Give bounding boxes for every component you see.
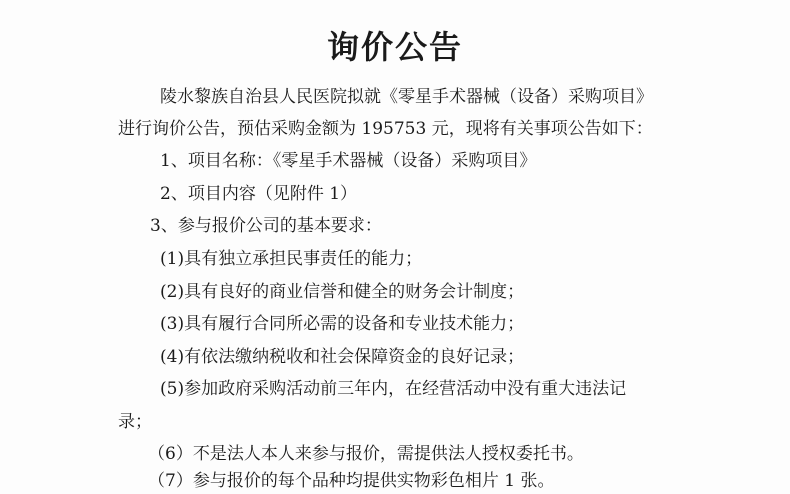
item-project-content: 2、项目内容（见附件 1） bbox=[160, 184, 358, 204]
page-title: 询价公告 bbox=[326, 28, 463, 66]
requirement-5-line-2: 录； bbox=[118, 412, 152, 432]
item-project-name: 1、项目名称：《零星手术器械（设备）采购项目》 bbox=[160, 151, 537, 171]
requirement-5-line-1: (5)参加政府采购活动前三年内，在经营活动中没有重大违法记 bbox=[160, 379, 627, 399]
requirement-1: (1)具有独立承担民事责任的能力； bbox=[160, 249, 423, 269]
intro-line-1: 陵水黎族自治县人民医院拟就《零星手术器械（设备）采购项目》 bbox=[160, 87, 653, 107]
requirement-3: (3)具有履行合同所必需的设备和专业技术能力； bbox=[160, 314, 525, 334]
requirement-7: （7）参与报价的每个品种均提供实物彩色相片 1 张。 bbox=[148, 471, 555, 491]
requirement-6: （6）不是法人本人来参与报价，需提供法人授权委托书。 bbox=[148, 444, 584, 464]
requirement-4: (4)有依法缴纳税收和社会保障资金的良好记录； bbox=[160, 347, 525, 367]
requirement-2: (2)具有良好的商业信誉和健全的财务会计制度； bbox=[160, 282, 525, 302]
intro-line-2: 进行询价公告，预估采购金额为 195753 元，现将有关事项公告如下： bbox=[118, 119, 653, 139]
item-requirements-heading: 3、参与报价公司的基本要求： bbox=[150, 216, 382, 236]
